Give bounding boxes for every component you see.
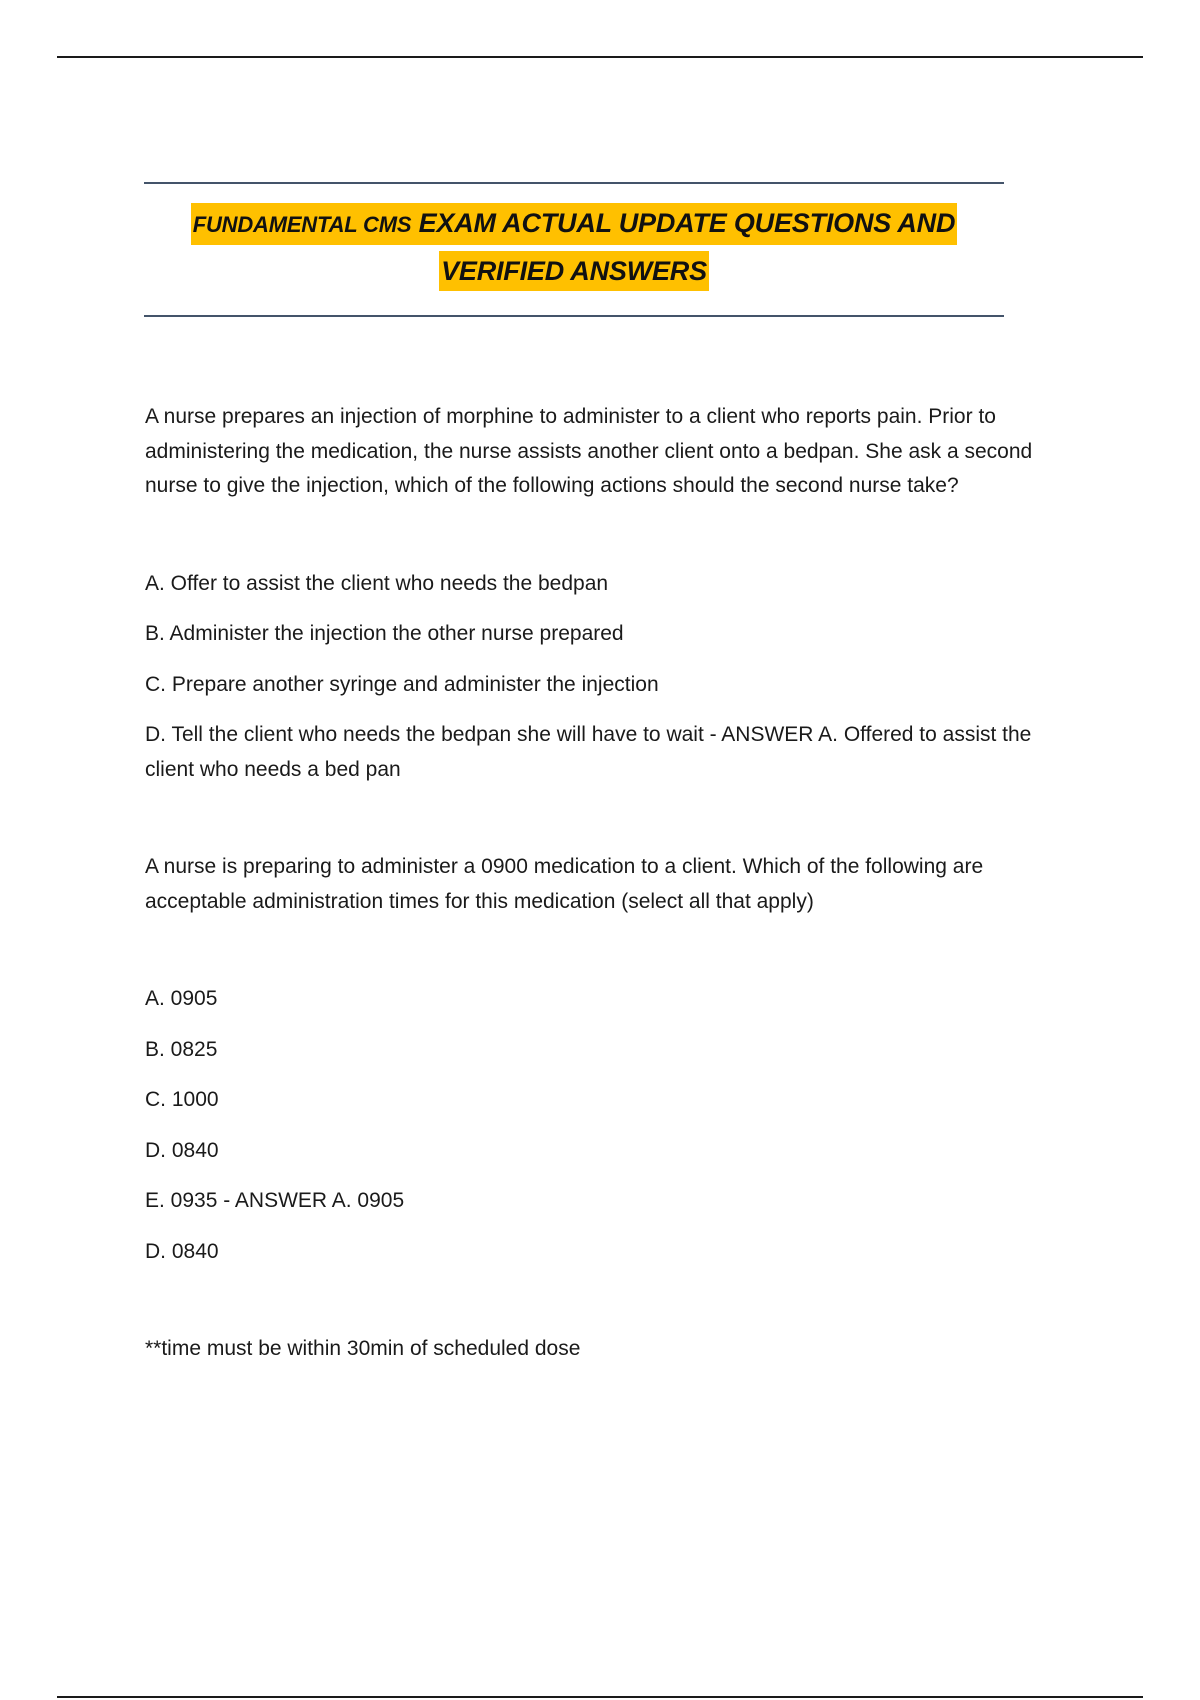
page-top-rule	[57, 56, 1143, 58]
question-2-option-c: C. 1000	[145, 1088, 219, 1111]
question-2-note: **time must be within 30min of scheduled dose	[145, 1337, 581, 1360]
question-2-text: A nurse is preparing to administer a 0900 medication to a client. Which of the following are acceptable administration times for this medication (select all that apply)	[145, 855, 984, 913]
document-body	[145, 400, 1085, 1367]
question-1-option-c: C. Prepare another syringe and administer the injection	[145, 672, 659, 696]
question-1-text: A nurse prepares an injection of morphine to administer to a client who reports pain. Prior to administering the medication, the nurse assists another client onto a bedpan. She ask a second nurse to give the injection, which of the following actions should the second nurse take?	[145, 405, 1033, 497]
title-top-rule	[144, 182, 1004, 184]
question-2-option-b: B. 0825	[145, 1037, 218, 1061]
title-line-2: VERIFIED ANSWERS	[439, 251, 709, 291]
title-line-1-prefix: FUNDAMENTAL CMS	[192, 212, 412, 237]
question-1-option-d-answer: D. Tell the client who needs the bedpan she will have to wait - ANSWER A. Offered to assist the client who needs a bed pan	[145, 723, 1032, 781]
question-1-option-b: B. Administer the injection the other nurse prepared	[145, 622, 624, 645]
question-1-option-a: A. Offer to assist the client who needs the bedpan	[145, 571, 609, 595]
document-title	[144, 200, 1004, 294]
title-line-1	[191, 203, 958, 245]
title-bottom-rule	[144, 315, 1004, 317]
title-line-1-rest: EXAM ACTUAL UPDATE QUESTIONS AND	[411, 208, 956, 238]
question-2-option-d: D. 0840	[145, 1138, 219, 1162]
question-2-answer-detail: D. 0840	[145, 1239, 219, 1263]
question-2-option-a: A. 0905	[145, 987, 218, 1010]
page-bottom-rule	[57, 1696, 1143, 1698]
question-2-option-e-answer: E. 0935 - ANSWER A. 0905	[145, 1189, 405, 1212]
